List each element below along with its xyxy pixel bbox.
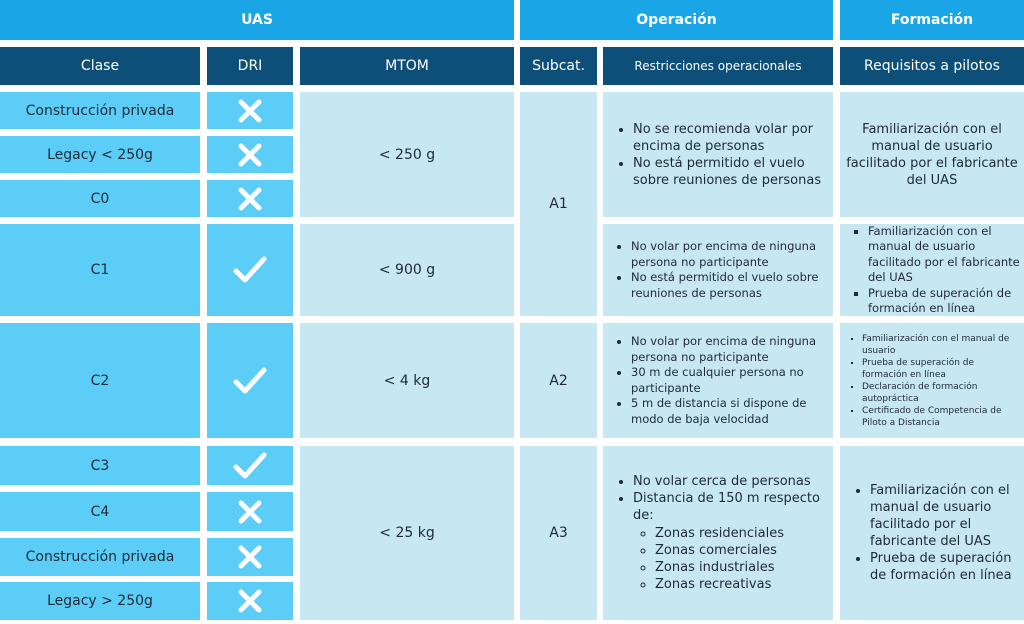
header-formacion: Formación — [840, 0, 1024, 40]
restriction-item: • No está permitido el vuelo sobre reuniones de personas — [631, 270, 829, 301]
mtom-cell: < 4 kg — [300, 323, 514, 438]
column-dri: DRI — [207, 47, 293, 85]
restrictions-cell — [603, 92, 833, 217]
restriction-item: • No está permitido el vuelo sobre reuniones de personas — [633, 155, 829, 189]
subcat-cell: A1 — [520, 92, 597, 316]
restriction-item: • 5 m de distancia si dispone de modo de baja velocidad — [631, 396, 829, 427]
requirement-item: • Prueba de superación de formación en línea — [870, 550, 1018, 584]
requirement-item: ▪ Familiarización con el manual de usuario — [862, 333, 1020, 357]
mtom-cell: < 900 g — [300, 224, 514, 316]
subcat-cell: A2 — [520, 323, 597, 438]
cross-icon — [237, 499, 263, 525]
zone-item: ◦ Zonas comerciales — [655, 542, 829, 559]
subcat-cell: A3 — [520, 446, 597, 620]
class-cell: C3 — [0, 446, 200, 485]
restrictions-cell — [603, 224, 833, 316]
requirement-item: ▪ Prueba de superación de formación en línea — [862, 357, 1020, 381]
column-subcat: Subcat. — [520, 47, 597, 85]
requirement-item: ▪ Prueba de superación de formación en línea — [868, 286, 1020, 317]
dri-cell — [207, 136, 293, 173]
restrictions-cell — [603, 323, 833, 438]
requirements-cell — [840, 224, 1024, 316]
dri-cell — [207, 446, 293, 485]
dri-cell — [207, 323, 293, 438]
cross-icon — [237, 186, 263, 212]
column-restricciones: Restricciones operacionales — [603, 47, 833, 85]
zone-item: ◦ Zonas industriales — [655, 559, 829, 576]
column-requisitos: Requisitos a pilotos — [840, 47, 1024, 85]
class-cell: Legacy < 250g — [0, 136, 200, 173]
zone-item: ◦ Zonas residenciales — [655, 525, 829, 542]
dri-cell — [207, 180, 293, 217]
zone-item: ◦ Zonas recreativas — [655, 576, 829, 593]
column-clase: Clase — [0, 47, 200, 85]
check-icon — [233, 367, 267, 395]
restriction-item-text: Distancia de 150 m respecto de: — [633, 491, 820, 523]
header-uas: UAS — [0, 0, 514, 40]
class-cell: C2 — [0, 323, 200, 438]
restriction-item — [633, 490, 829, 593]
dri-cell — [207, 224, 293, 316]
check-icon — [233, 452, 267, 480]
cross-icon — [237, 588, 263, 614]
restriction-item: • No se recomienda volar por encima de personas — [633, 121, 829, 155]
restriction-item: • No volar por encima de ninguna persona no participante — [631, 239, 829, 270]
requirement-item: ▪ Declaración de formación autopráctica — [862, 381, 1020, 405]
class-cell: C1 — [0, 224, 200, 316]
requirements-cell — [840, 92, 1024, 217]
dri-cell — [207, 538, 293, 576]
header-operacion: Operación — [520, 0, 833, 40]
requirement-item: ▪ Certificado de Competencia de Piloto a Distancia — [862, 405, 1020, 429]
class-cell: C4 — [0, 492, 200, 531]
dri-cell — [207, 92, 293, 129]
requirement-item: • Familiarización con el manual de usuario facilitado por el fabricante del UAS — [870, 482, 1018, 550]
restrictions-cell — [603, 446, 833, 620]
mtom-cell: < 250 g — [300, 92, 514, 217]
restriction-item: • No volar cerca de personas — [633, 473, 829, 490]
requirement-item: ▪ Familiarización con el manual de usuario facilitado por el fabricante del UAS — [868, 224, 1020, 286]
column-mtom: MTOM — [300, 47, 514, 85]
class-cell: Construcción privada — [0, 538, 200, 576]
class-cell: C0 — [0, 180, 200, 217]
mtom-cell: < 25 kg — [300, 446, 514, 620]
requirements-cell — [840, 446, 1024, 620]
class-cell: Construcción privada — [0, 92, 200, 129]
restriction-item: • No volar por encima de ninguna persona no participante — [631, 334, 829, 365]
cross-icon — [237, 98, 263, 124]
dri-cell — [207, 582, 293, 620]
check-icon — [233, 256, 267, 284]
cross-icon — [237, 544, 263, 570]
restriction-item: • 30 m de cualquier persona no participante — [631, 365, 829, 396]
requirement-text: Familiarización con el manual de usuario facilitado por el fabricante del UAS — [846, 121, 1018, 188]
dri-cell — [207, 492, 293, 531]
requirements-cell — [840, 323, 1024, 438]
class-cell: Legacy > 250g — [0, 582, 200, 620]
cross-icon — [237, 142, 263, 168]
